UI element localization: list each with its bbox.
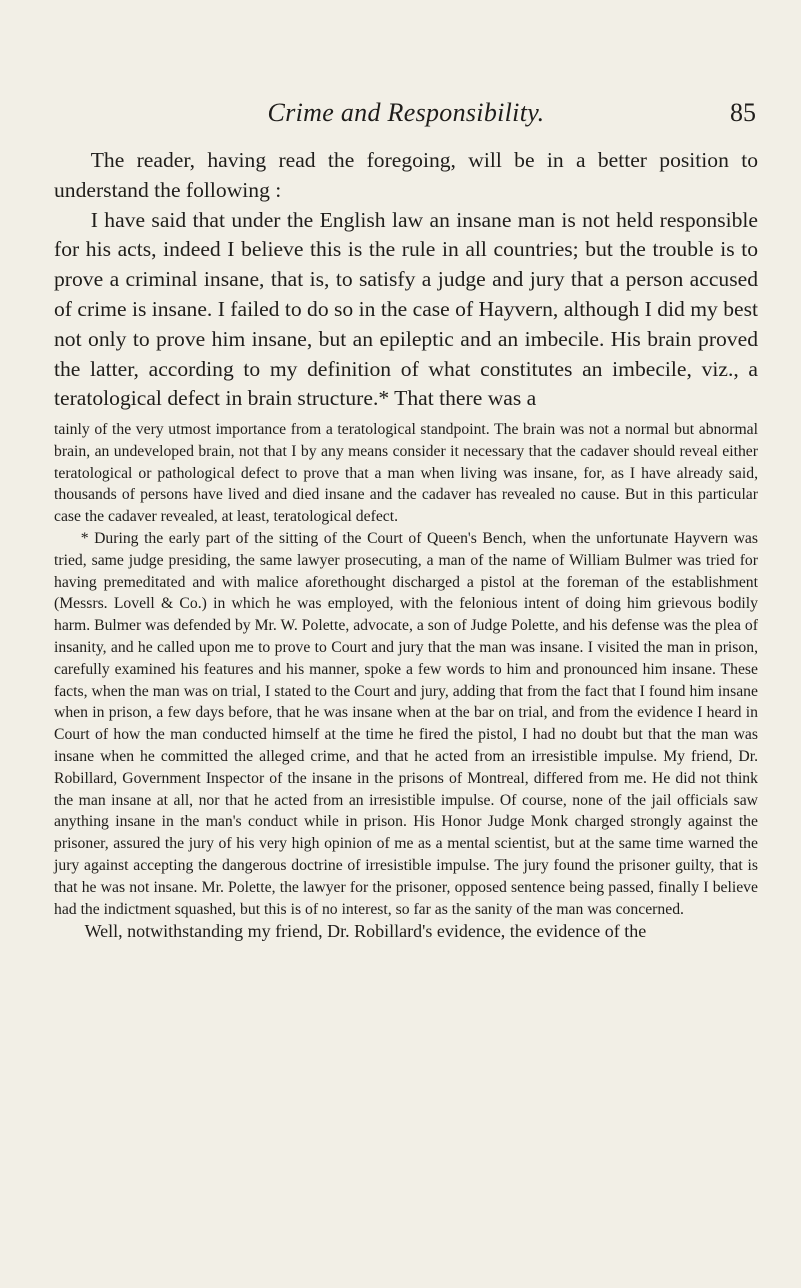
footnote-closing-line: Well, notwithstanding my friend, Dr. Robillard's evidence, the evidence of the — [84, 921, 647, 942]
footnote-continuation: tainly of the very utmost importance from a teratological standpoint. The brain was not a normal but abnormal brain, an undeveloped brain, not that I by any means consider it necessary that the cadaver should reveal either teratological or pathological defect to prove that a man when living was insane, for, as I have already said, thousands of persons have lived and died insane and the cadaver has revealed no cause. But in this particular case the cadaver revealed, at least, teratological defect. — [54, 421, 758, 526]
footnotes — [54, 419, 758, 942]
body-paragraph: The reader, having read the foregoing, will be in a better position to understand the following : — [54, 148, 758, 202]
body-paragraph: I have said that under the English law an insane man is not held responsible for his acts, indeed I believe this is the rule in all countries; but the trouble is to prove a criminal insane, that is, to satisfy a judge and jury that a person accused of crime is insane. I failed to do so in the case of Hayvern, although I did my best not only to prove him insane, but an epileptic and an imbecile. His brain proved the latter, according to my definition of what constitutes an imbecile, viz., a teratological defect in brain structure.* That there was a — [54, 207, 759, 411]
footnote-note: * During the early part of the sitting of the Court of Queen's Bench, when the unfortunate Hayvern was tried, same judge presiding, the same lawyer prosecuting, a man of the name of William Bulmer was tried for having premeditated and with malice aforethought discharged a pistol at the foreman of the establishment (Messrs. Lovell & Co.) in which he was employed, with the felonious intent of doing him grievous bodily harm. Bulmer was defended by Mr. W. Polette, advocate, a son of Judge Polette, and his defense was the plea of insanity, and he called upon me to prove to Court and jury that the man was insane. I visited the man in prison, carefully examined his features and his manner, spoke a few words to him and pronounced him insane. These facts, when the man was on trial, I stated to the Court and jury, adding that from the fact that I found him insane when in prison, a few days before, that he was insane when at the bar on trial, and from the evidence I heard in Court of how the man conducted himself at the time he fired the pistol, I had no doubt but that the man was insane when he committed the alleged crime, and that he acted from an irresistible impulse. My friend, Dr. Robillard, Government Inspector of the insane in the prisons of Montreal, differed from me. He did not think the man insane at all, nor that he acted from an irresistible impulse. Of course, none of the jail officials saw anything insane in the man's conduct while in prison. His Honor Judge Monk charged strongly against the prisoner, assured the jury of his very high opinion of me as a mental scientist, but at the same time warned the jury against accepting the dangerous doctrine of irresistible impulse. The jury found the prisoner guilty, that is that he was not insane. Mr. Polette, the lawyer for the prisoner, opposed sentence being passed, finally I believe had the indictment squashed, but this is of no interest, so far as the sanity of the man was concerned. — [54, 529, 758, 918]
running-head — [56, 98, 756, 132]
page-number: 85 — [730, 98, 756, 127]
footnote-divider — [180, 404, 640, 405]
running-title: Crime and Responsibility. — [267, 98, 545, 127]
body-text — [54, 146, 758, 414]
